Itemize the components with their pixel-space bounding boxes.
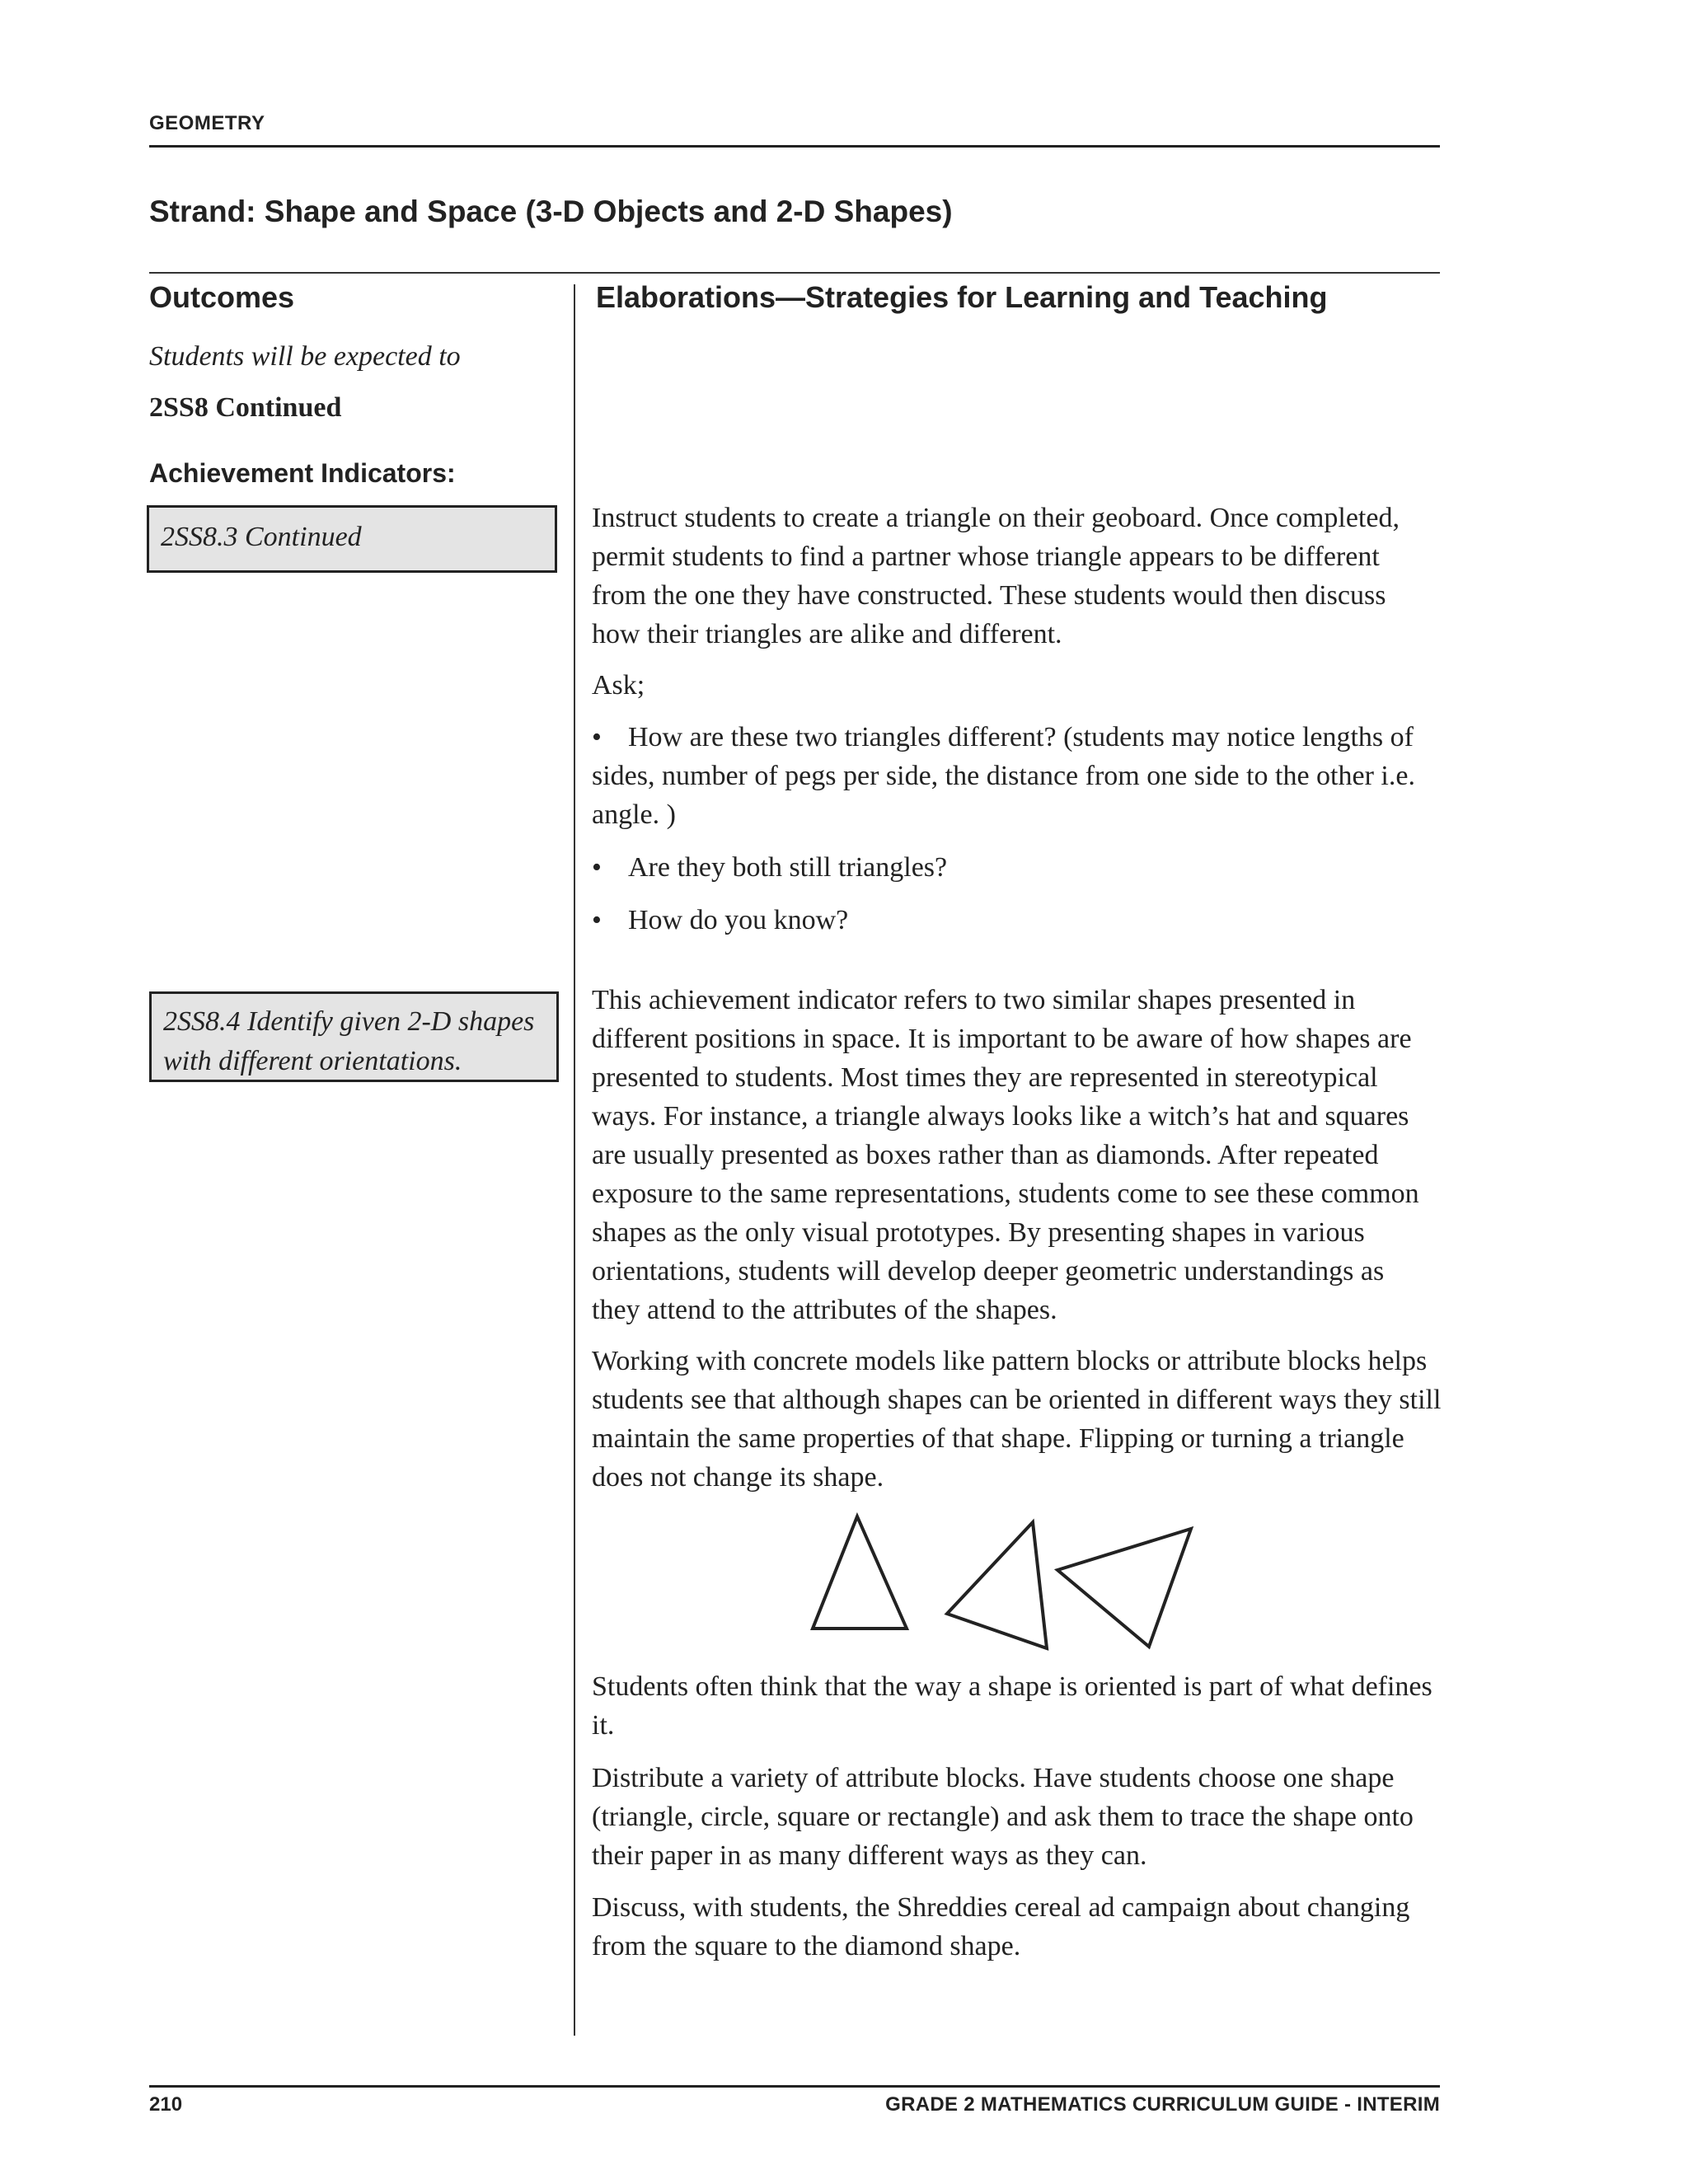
bullet-marker: • <box>592 722 602 752</box>
outcomes-heading: Outcomes <box>149 280 295 314</box>
elaboration-paragraph: Working with concrete models like pattern blocks or attribute blocks helps students see that although shapes can be oriented in different ways they still maintain the same properties of that shape. Flipping or turning a triangle does not change its shape. <box>592 1346 1442 1493</box>
bullet-marker: • <box>592 852 602 883</box>
bullet-item <box>592 901 1441 940</box>
elaborations-heading: Elaborations—Strategies for Learning and Teaching <box>596 280 1328 314</box>
achievement-indicators-heading: Achievement Indicators: <box>149 458 456 488</box>
bullet-text: Are they both still triangles? <box>628 852 948 883</box>
page-number: 210 <box>149 2093 183 2116</box>
indicator-box-2ss8-3 <box>147 505 557 573</box>
indicator-text-line-1: 2SS8.4 Identify given 2-D shapes <box>163 1006 535 1037</box>
bullet-item <box>592 848 1441 887</box>
column-divider <box>574 284 575 2036</box>
section-divider <box>149 272 1440 274</box>
elaboration-paragraph: Distribute a variety of attribute blocks. Have students choose one shape (triangle, circle, square or rectangle) and ask them to trace the shape onto their paper in as many different ways as they can. <box>592 1763 1414 1871</box>
indicator-text: 2SS8.3 Continued <box>161 522 362 552</box>
elaboration-paragraph: This achievement indicator refers to two similar shapes presented in different positions in space. It is important to be aware of how shapes are presented to students. Most times they are represented in stereotypical ways. For instance, a triangle always looks like a witch’s hat and squares are usually presented as boxes rather than as diamonds. After repeated exposure to the same representations, students come to see these common shapes as the only visual prototypes. By presenting shapes in various orientations, students will develop deeper geometric understandings as they attend to the attributes of the shapes. <box>592 985 1419 1325</box>
bullet-item <box>592 718 1441 834</box>
rotated-triangle <box>947 1522 1047 1648</box>
triangle-orientations-figure <box>808 1508 1203 1657</box>
elaboration-paragraph: Instruct students to create a triangle on their geoboard. Once completed, permit students to find a partner whose triangle appears to be different from the one they have constructed. These students would then discuss how their triangles are alike and different. <box>592 503 1400 649</box>
strand-title: Strand: Shape and Space (3-D Objects and 2-D Shapes) <box>149 194 953 228</box>
ask-label: Ask; <box>592 670 645 701</box>
expected-label: Students will be expected to <box>149 341 461 372</box>
inverted-triangle <box>1057 1529 1191 1647</box>
indicator-text-line-2: with different orientations. <box>163 1046 462 1076</box>
header-rule <box>149 145 1440 148</box>
elaboration-paragraph: Discuss, with students, the Shreddies cereal ad campaign about changing from the square to the diamond shape. <box>592 1892 1410 1961</box>
bullet-text: How are these two triangles different? (students may notice lengths of sides, number of pegs per side, the distance from one side to the other i.e. angle. ) <box>592 722 1415 830</box>
footer-rule <box>149 2085 1440 2088</box>
upright-triangle <box>813 1516 907 1629</box>
indicator-box-2ss8-4 <box>149 991 559 1082</box>
bullet-text: How do you know? <box>628 905 849 935</box>
elaboration-paragraph: Students often think that the way a shape is oriented is part of what defines it. <box>592 1671 1432 1741</box>
outcome-continued: 2SS8 Continued <box>149 392 342 423</box>
bullet-marker: • <box>592 905 602 935</box>
guide-title: GRADE 2 MATHEMATICS CURRICULUM GUIDE - INTERIM <box>885 2093 1440 2116</box>
section-label: GEOMETRY <box>149 112 265 134</box>
